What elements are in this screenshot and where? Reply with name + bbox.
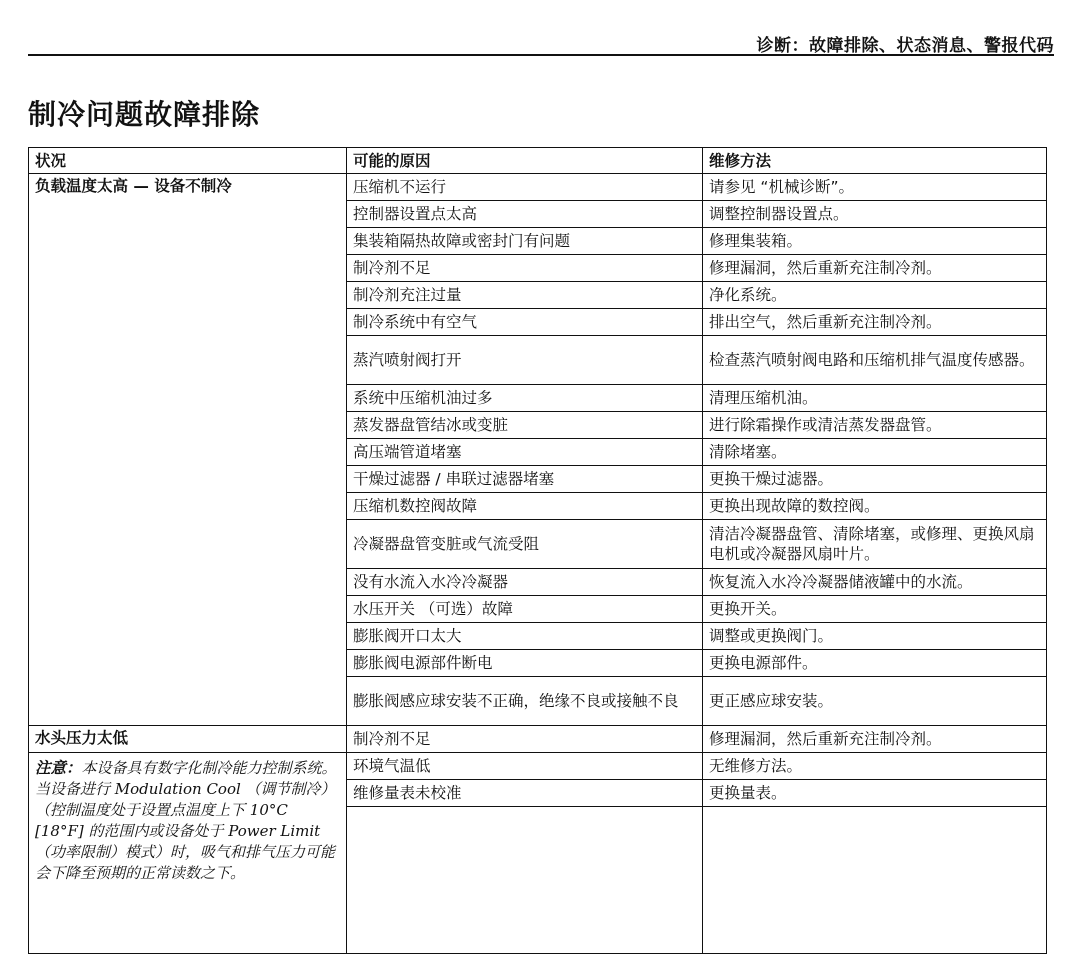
remedy-cell: 无维修方法。 — [703, 753, 1047, 780]
remedy-cell: 修理集装箱。 — [703, 228, 1047, 255]
cause-cell: 高压端管道堵塞 — [347, 439, 703, 466]
remedy-cell: 更换干燥过滤器。 — [703, 466, 1047, 493]
remedy-cell: 更正感应球安装。 — [703, 677, 1047, 726]
cause-cell: 膨胀阀感应球安装不正确，绝缘不良或接触不良 — [347, 677, 703, 726]
note-cell — [29, 753, 347, 954]
cause-cell: 膨胀阀开口太大 — [347, 623, 703, 650]
cause-cell: 制冷剂不足 — [347, 255, 703, 282]
cause-cell: 系统中压缩机油过多 — [347, 385, 703, 412]
cause-cell: 控制器设置点太高 — [347, 201, 703, 228]
cause-cell: 压缩机不运行 — [347, 174, 703, 201]
remedy-cell: 清除堵塞。 — [703, 439, 1047, 466]
cause-cell: 膨胀阀电源部件断电 — [347, 650, 703, 677]
remedy-cell: 更换开关。 — [703, 596, 1047, 623]
remedy-cell: 净化系统。 — [703, 282, 1047, 309]
cause-cell: 蒸汽喷射阀打开 — [347, 336, 703, 385]
note-text: 本设备具有数字化制冷能力控制系统。当设备进行 Modulation Cool （调节制冷）（控制温度处于设置点温度上下 10°C [18°F] 的范围内或设备处于 Power Limit （功率限制）模式）时，吸气和排气压力可能会下降至预期的正常读数之下。 — [35, 759, 337, 882]
remedy-cell: 调整或更换阀门。 — [703, 623, 1047, 650]
cause-cell: 水压开关 （可选）故障 — [347, 596, 703, 623]
remedy-cell: 请参见 “机械诊断”。 — [703, 174, 1047, 201]
remedy-cell: 进行除霜操作或清洁蒸发器盘管。 — [703, 412, 1047, 439]
remedy-cell: 排出空气，然后重新充注制冷剂。 — [703, 309, 1047, 336]
cause-cell: 制冷剂不足 — [347, 726, 703, 753]
remedy-cell: 检查蒸汽喷射阀电路和压缩机排气温度传感器。 — [703, 336, 1047, 385]
column-header-condition: 状况 — [29, 148, 347, 174]
remedy-cell: 调整控制器设置点。 — [703, 201, 1047, 228]
table-row — [29, 726, 1047, 753]
empty-cell — [703, 807, 1047, 954]
cause-cell: 制冷剂充注过量 — [347, 282, 703, 309]
troubleshooting-table — [28, 147, 1047, 954]
cause-cell: 集装箱隔热故障或密封门有问题 — [347, 228, 703, 255]
page-title: 制冷问题故障排除 — [28, 98, 261, 131]
remedy-cell: 更换出现故障的数控阀。 — [703, 493, 1047, 520]
cause-cell: 冷凝器盘管变脏或气流受阻 — [347, 520, 703, 569]
header-rule — [28, 54, 1054, 56]
cause-cell: 干燥过滤器 / 串联过滤器堵塞 — [347, 466, 703, 493]
remedy-cell: 清理压缩机油。 — [703, 385, 1047, 412]
remedy-cell: 清洁冷凝器盘管、清除堵塞，或修理、更换风扇电机或冷凝器风扇叶片。 — [703, 520, 1047, 569]
cause-cell: 环境气温低 — [347, 753, 703, 780]
remedy-cell: 恢复流入水冷冷凝器储液罐中的水流。 — [703, 569, 1047, 596]
remedy-cell: 修理漏洞，然后重新充注制冷剂。 — [703, 726, 1047, 753]
column-header-cause: 可能的原因 — [347, 148, 703, 174]
table-row — [29, 753, 1047, 780]
running-header: 诊断：故障排除、状态消息、警报代码 — [756, 36, 1054, 56]
cause-cell: 蒸发器盘管结冰或变脏 — [347, 412, 703, 439]
remedy-cell: 更换量表。 — [703, 780, 1047, 807]
column-header-remedy: 维修方法 — [703, 148, 1047, 174]
cause-cell: 制冷系统中有空气 — [347, 309, 703, 336]
note-label: 注意： — [35, 758, 82, 777]
cause-cell: 压缩机数控阀故障 — [347, 493, 703, 520]
cause-cell: 没有水流入水冷冷凝器 — [347, 569, 703, 596]
table-header-row — [29, 148, 1047, 174]
cause-cell: 维修量表未校准 — [347, 780, 703, 807]
table-row — [29, 174, 1047, 201]
remedy-cell: 更换电源部件。 — [703, 650, 1047, 677]
empty-cell — [347, 807, 703, 954]
condition-cell: 水头压力太低 — [29, 726, 347, 753]
condition-cell: 负载温度太高 — 设备不制冷 — [29, 174, 347, 726]
remedy-cell: 修理漏洞，然后重新充注制冷剂。 — [703, 255, 1047, 282]
